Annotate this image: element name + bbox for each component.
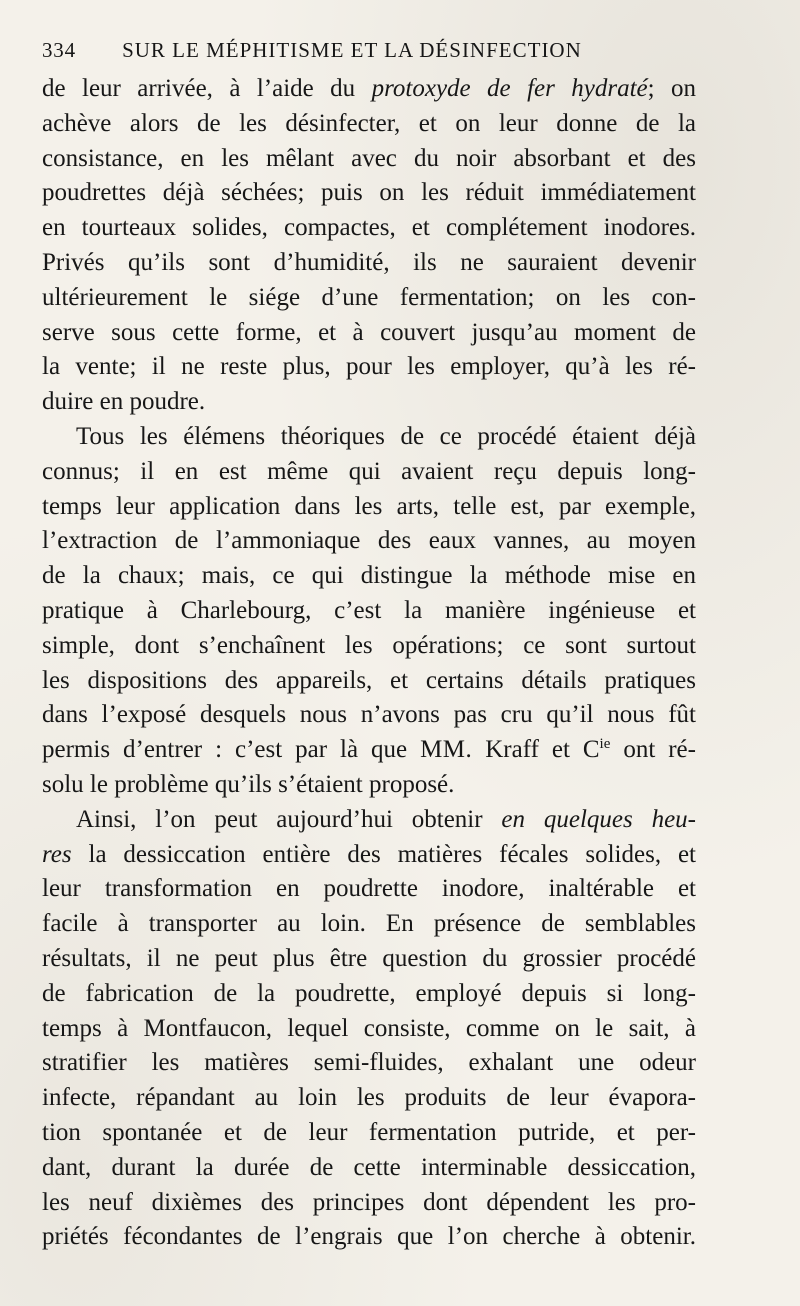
text-run: consistance, en les mêlant avec du noir absorbant et des	[42, 144, 696, 172]
text-run: duire en poudre.	[42, 388, 206, 416]
text-run: connus; il en est même qui avaient reçu depuis long-	[42, 457, 696, 485]
text-line	[42, 977, 696, 1012]
text-line	[42, 176, 696, 211]
text-line	[42, 107, 696, 142]
text-run: Kraff et C	[472, 736, 600, 764]
running-header	[42, 34, 742, 66]
paragraph	[42, 420, 696, 803]
text-run: serve sous cette forme, et à couvert jusqu’au moment de	[42, 318, 696, 346]
text-run: tion spontanée et de leur fermentation putride, et per-	[42, 1118, 696, 1146]
text-run: res	[42, 840, 72, 868]
paragraph	[42, 803, 696, 1255]
text-run: en quelques heu-	[501, 805, 696, 833]
text-run: l’extraction de l’ammoniaque des eaux vannes, au moyen	[42, 527, 696, 555]
text-run: MM.	[420, 736, 473, 764]
text-run: achève alors de les désinfecter, et on leur donne de la	[42, 109, 696, 137]
text-run: ultérieurement le siége d’une fermentation; on les con-	[42, 283, 696, 311]
text-line	[42, 1046, 696, 1081]
text-run: résultats, il ne peut plus être question du grossier procédé	[42, 944, 696, 972]
text-run: leur transformation en poudrette inodore, inaltérable et	[42, 875, 696, 903]
text-run: pratique à Charlebourg, c’est la manière ingénieuse et	[42, 596, 696, 624]
text-line	[42, 768, 696, 803]
text-line	[42, 72, 696, 107]
text-line	[42, 385, 696, 420]
text-line	[42, 316, 696, 351]
text-line	[42, 142, 696, 177]
text-line	[42, 1186, 696, 1221]
text-run: la vente; il ne reste plus, pour les employer, qu’à les ré-	[42, 353, 696, 381]
text-run: la dessiccation entière des matières fécales solides, et	[71, 840, 696, 868]
text-run: poudrettes déjà séchées; puis on les réduit immédiatement	[42, 179, 696, 207]
text-run: dant, durant la durée de cette interminable dessiccation,	[42, 1153, 696, 1181]
text-line	[42, 1151, 696, 1186]
text-run: de fabrication de la poudrette, employé depuis si long-	[42, 979, 696, 1007]
text-run: Privés qu’ils sont d’humidité, ils ne sauraient devenir	[42, 248, 696, 276]
text-run: Ainsi, l’on peut aujourd’hui obtenir	[76, 805, 502, 833]
text-line	[42, 246, 696, 281]
text-line	[42, 1081, 696, 1116]
text-line	[42, 664, 696, 699]
text-line	[42, 872, 696, 907]
text-line	[42, 524, 696, 559]
text-run: dans l’exposé desquels nous n’avons pas cru qu’il nous fût	[42, 701, 696, 729]
text-line	[42, 211, 696, 246]
text-run: temps à Montfaucon, lequel consiste, comme on le sait, à	[42, 1014, 696, 1042]
text-line	[42, 490, 696, 525]
page-number: 334	[42, 38, 76, 62]
paragraph	[42, 72, 696, 420]
text-run: permis d’entrer : c’est par là que	[42, 736, 421, 764]
text-run: infecte, répandant au loin les produits de leur évapora-	[42, 1084, 696, 1112]
text-run: facile à transporter au loin. En présence de semblables	[42, 910, 696, 938]
text-run: les neuf dixièmes des principes dont dépendent les pro-	[42, 1188, 696, 1216]
body-text	[42, 72, 696, 1255]
text-line	[42, 559, 696, 594]
running-title: SUR LE MÉPHITISME ET LA DÉSINFECTION	[122, 38, 582, 62]
text-run: ; on	[647, 75, 697, 102]
text-line	[42, 1220, 696, 1255]
text-run: protoxyde de fer hydraté	[371, 75, 648, 102]
text-run: solu le problème qu’ils s’étaient proposé.	[42, 770, 455, 798]
text-line	[42, 594, 696, 629]
text-run: ont ré-	[610, 736, 696, 764]
text-line	[42, 907, 696, 942]
text-line	[42, 1012, 696, 1047]
text-run: Tous les élémens théoriques de ce procédé étaient déjà	[76, 422, 696, 450]
text-line	[42, 455, 696, 490]
text-run: simple, dont s’enchaînent les opérations; ce sont surtout	[42, 631, 696, 659]
text-line	[42, 698, 696, 733]
text-line	[42, 281, 696, 316]
text-run: stratifier les matières semi-fluides, exhalant une odeur	[42, 1049, 696, 1077]
text-line	[42, 420, 696, 455]
text-run: en tourteaux solides, compactes, et complétement inodores.	[42, 214, 696, 242]
text-run: les dispositions des appareils, et certains détails pratiques	[42, 666, 696, 694]
text-line	[42, 1116, 696, 1151]
text-run: ie	[599, 736, 611, 753]
text-run: de leur arrivée, à l’aide du	[42, 75, 372, 102]
text-line	[42, 733, 696, 768]
text-line	[42, 350, 696, 385]
text-run: de la chaux; mais, ce qui distingue la méthode mise en	[42, 562, 696, 590]
text-line	[42, 942, 696, 977]
text-line	[42, 803, 696, 838]
text-line	[42, 838, 696, 873]
text-run: priétés fécondantes de l’engrais que l’on cherche à obtenir.	[42, 1223, 696, 1251]
text-run: temps leur application dans les arts, telle est, par exemple,	[42, 492, 696, 520]
text-line	[42, 629, 696, 664]
